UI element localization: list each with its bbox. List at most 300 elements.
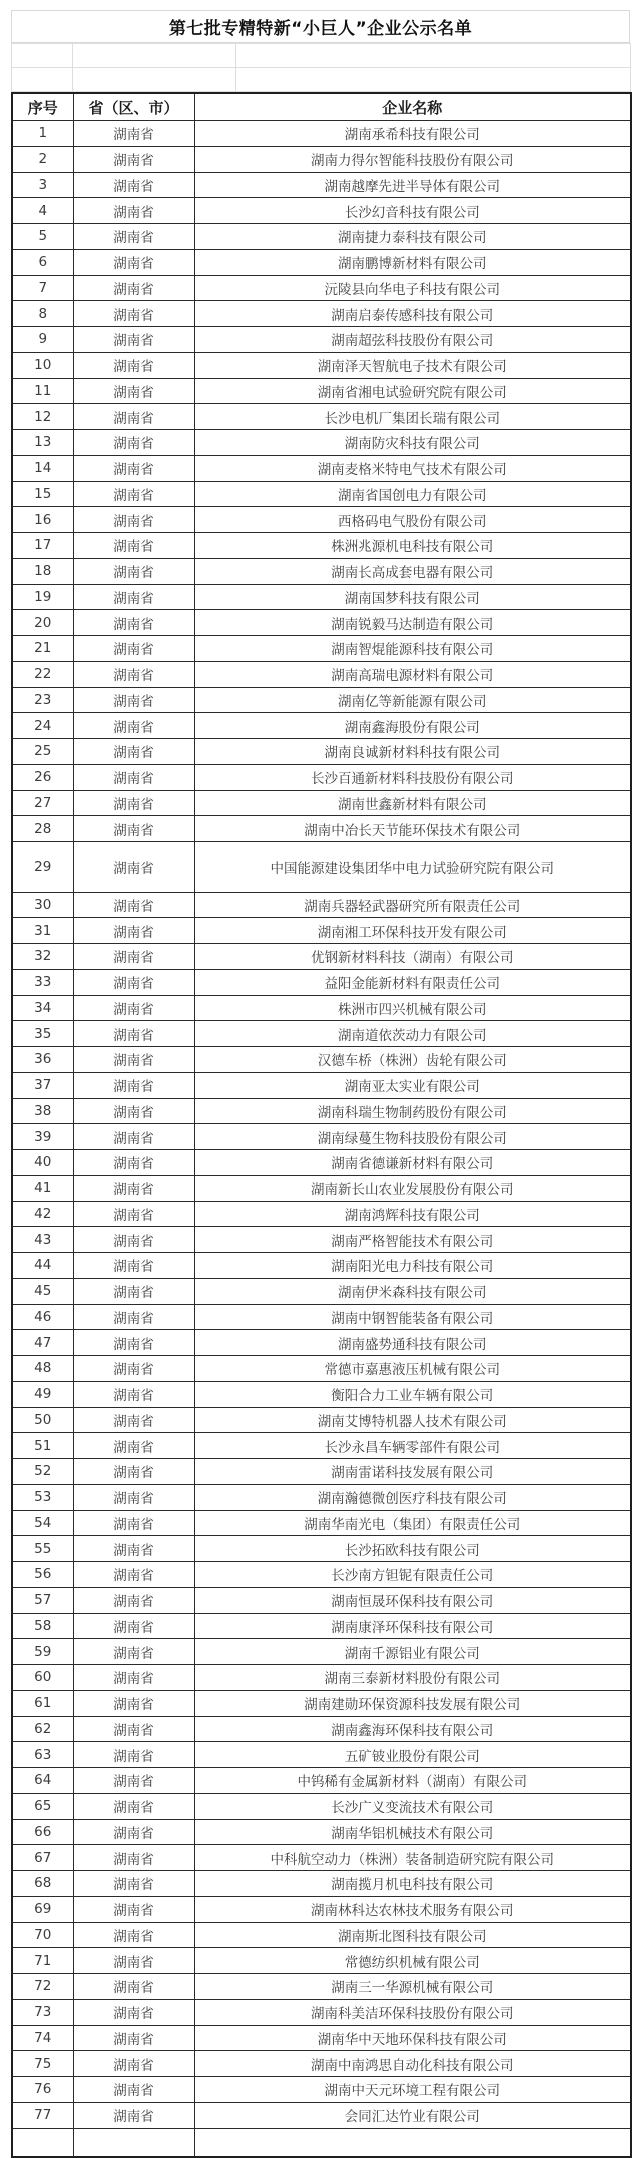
row-province-cell: 湖南省 [73, 1793, 194, 1819]
row-company-cell: 湖南鑫海环保科技有限公司 [194, 1716, 631, 1742]
row-province-cell: 湖南省 [73, 1304, 194, 1330]
table-row [12, 1896, 631, 1922]
table-row [12, 378, 631, 404]
row-company-cell: 湖南伊米森科技有限公司 [194, 1278, 631, 1304]
row-province-cell: 湖南省 [73, 1381, 194, 1407]
row-province-cell: 湖南省 [73, 1974, 194, 2000]
table-row [12, 610, 631, 636]
row-company-cell: 湖南三泰新材料股份有限公司 [194, 1665, 631, 1691]
row-province-cell: 湖南省 [73, 995, 194, 1021]
table-row [12, 1484, 631, 1510]
row-index-cell: 54 [12, 1510, 73, 1536]
row-company-cell: 湖南艾博特机器人技术有限公司 [194, 1407, 631, 1433]
row-province-cell: 湖南省 [73, 1433, 194, 1459]
row-index-cell: 37 [12, 1072, 73, 1098]
row-province-cell: 湖南省 [73, 224, 194, 250]
row-company-cell: 湖南鸿辉科技有限公司 [194, 1201, 631, 1227]
row-province-cell: 湖南省 [73, 610, 194, 636]
row-index-cell: 34 [12, 995, 73, 1021]
row-index-cell: 48 [12, 1356, 73, 1382]
row-company-cell: 湖南中南鸿思自动化科技有限公司 [194, 2051, 631, 2077]
row-company-cell: 湖南华南光电（集团）有限责任公司 [194, 1510, 631, 1536]
row-index-cell: 14 [12, 455, 73, 481]
empty-cell [236, 68, 631, 92]
row-province-cell: 湖南省 [73, 121, 194, 147]
table-row [12, 1922, 631, 1948]
table-row [12, 1690, 631, 1716]
row-province-cell: 湖南省 [73, 430, 194, 456]
row-province-cell: 湖南省 [73, 1690, 194, 1716]
row-province-cell: 湖南省 [73, 1819, 194, 1845]
table-row [12, 1768, 631, 1794]
row-index-cell: 17 [12, 533, 73, 559]
row-province-cell: 湖南省 [73, 378, 194, 404]
row-province-cell: 湖南省 [73, 1021, 194, 1047]
column-header-company: 企业名称 [194, 93, 631, 121]
row-company-cell: 常德市嘉惠液压机械有限公司 [194, 1356, 631, 1382]
table-row [12, 1716, 631, 1742]
row-province-cell: 湖南省 [73, 1716, 194, 1742]
row-index-cell: 52 [12, 1459, 73, 1485]
row-index-cell: 72 [12, 1974, 73, 2000]
row-company-cell: 株洲兆源机电科技有限公司 [194, 533, 631, 559]
row-province-cell: 湖南省 [73, 1150, 194, 1176]
row-company-cell: 湖南建勋环保资源科技发展有限公司 [194, 1690, 631, 1716]
row-company-cell: 湖南省国创电力有限公司 [194, 481, 631, 507]
table-row [12, 507, 631, 533]
row-company-cell: 五矿铍业股份有限公司 [194, 1742, 631, 1768]
row-company-cell: 长沙永昌车辆零部件有限公司 [194, 1433, 631, 1459]
table-row [12, 455, 631, 481]
table-row [12, 1381, 631, 1407]
row-index-cell: 59 [12, 1639, 73, 1665]
row-index-cell: 47 [12, 1330, 73, 1356]
table-row [12, 1098, 631, 1124]
row-province-cell: 湖南省 [73, 1124, 194, 1150]
row-company-cell: 长沙广义变流技术有限公司 [194, 1793, 631, 1819]
row-company-cell: 长沙南方钽铌有限责任公司 [194, 1562, 631, 1588]
row-company-cell: 湖南智焜能源科技有限公司 [194, 636, 631, 662]
row-province-cell: 湖南省 [73, 636, 194, 662]
column-header-province: 省（区、市） [73, 93, 194, 121]
table-row [12, 1845, 631, 1871]
row-province-cell: 湖南省 [73, 918, 194, 944]
row-province-cell: 湖南省 [73, 1536, 194, 1562]
company-table-body [12, 121, 631, 2129]
row-province-cell: 湖南省 [73, 533, 194, 559]
row-province-cell: 湖南省 [73, 352, 194, 378]
row-company-cell: 汉德车桥（株洲）齿轮有限公司 [194, 1047, 631, 1073]
row-company-cell: 湖南科瑞生物制药股份有限公司 [194, 1098, 631, 1124]
row-index-cell: 68 [12, 1871, 73, 1897]
row-index-cell: 41 [12, 1175, 73, 1201]
table-row [12, 172, 631, 198]
row-province-cell: 湖南省 [73, 301, 194, 327]
row-province-cell: 湖南省 [73, 1407, 194, 1433]
row-province-cell: 湖南省 [73, 661, 194, 687]
table-row [12, 1201, 631, 1227]
row-index-cell: 22 [12, 661, 73, 687]
table-row [12, 430, 631, 456]
row-province-cell: 湖南省 [73, 1510, 194, 1536]
row-index-cell: 77 [12, 2102, 73, 2128]
row-company-cell: 湖南超弦科技股份有限公司 [194, 327, 631, 353]
row-province-cell: 湖南省 [73, 249, 194, 275]
table-row [12, 1665, 631, 1691]
row-index-cell: 6 [12, 249, 73, 275]
row-index-cell: 58 [12, 1613, 73, 1639]
row-province-cell: 湖南省 [73, 1072, 194, 1098]
row-company-cell: 长沙拓欧科技有限公司 [194, 1536, 631, 1562]
table-row [12, 1356, 631, 1382]
row-province-cell: 湖南省 [73, 969, 194, 995]
row-index-cell: 8 [12, 301, 73, 327]
table-row [12, 944, 631, 970]
row-index-cell: 25 [12, 739, 73, 765]
row-index-cell: 2 [12, 146, 73, 172]
row-company-cell: 湖南揽月机电科技有限公司 [194, 1871, 631, 1897]
table-row [12, 1072, 631, 1098]
row-province-cell: 湖南省 [73, 146, 194, 172]
empty-cell [12, 68, 73, 92]
row-province-cell: 湖南省 [73, 1768, 194, 1794]
row-company-cell: 中钨稀有金属新材料（湖南）有限公司 [194, 1768, 631, 1794]
table-row [12, 404, 631, 430]
table-row [12, 1974, 631, 2000]
row-index-cell: 4 [12, 198, 73, 224]
row-company-cell: 湖南瀚德微创医疗科技有限公司 [194, 1484, 631, 1510]
empty-cell [73, 44, 236, 68]
row-province-cell: 湖南省 [73, 1613, 194, 1639]
row-index-cell: 36 [12, 1047, 73, 1073]
row-company-cell: 湖南康泽环保科技有限公司 [194, 1613, 631, 1639]
row-index-cell: 45 [12, 1278, 73, 1304]
row-index-cell: 23 [12, 687, 73, 713]
row-company-cell: 湖南林科达农林技术服务有限公司 [194, 1896, 631, 1922]
table-row [12, 816, 631, 842]
row-company-cell: 湖南绿蔓生物科技股份有限公司 [194, 1124, 631, 1150]
table-row [12, 1742, 631, 1768]
row-province-cell: 湖南省 [73, 1330, 194, 1356]
table-row [12, 636, 631, 662]
row-company-cell: 湖南兵器轻武器研究所有限责任公司 [194, 892, 631, 918]
row-province-cell: 湖南省 [73, 1175, 194, 1201]
row-index-cell: 35 [12, 1021, 73, 1047]
row-company-cell: 湖南阳光电力科技有限公司 [194, 1253, 631, 1279]
row-province-cell: 湖南省 [73, 944, 194, 970]
row-company-cell: 湖南良诚新材料科技有限公司 [194, 739, 631, 765]
row-company-cell: 湖南科美洁环保科技股份有限公司 [194, 1999, 631, 2025]
table-row [12, 1536, 631, 1562]
row-index-cell: 70 [12, 1922, 73, 1948]
title-table [11, 10, 630, 43]
company-table [11, 92, 632, 2158]
row-province-cell: 湖南省 [73, 687, 194, 713]
row-index-cell: 64 [12, 1768, 73, 1794]
table-row [12, 1175, 631, 1201]
empty-cell [194, 2128, 631, 2157]
row-company-cell: 湖南中天元环境工程有限公司 [194, 2077, 631, 2103]
page-title: 第七批专精特新“小巨人”企业公示名单 [12, 11, 630, 43]
row-province-cell: 湖南省 [73, 790, 194, 816]
row-company-cell: 湖南国梦科技有限公司 [194, 584, 631, 610]
row-index-cell: 12 [12, 404, 73, 430]
row-company-cell: 湖南华中天地环保科技有限公司 [194, 2025, 631, 2051]
table-row [12, 558, 631, 584]
table-row [12, 481, 631, 507]
row-company-cell: 湖南捷力泰科技有限公司 [194, 224, 631, 250]
table-row [12, 1150, 631, 1176]
row-province-cell: 湖南省 [73, 2102, 194, 2128]
table-row [12, 1948, 631, 1974]
table-row [12, 995, 631, 1021]
row-index-cell: 71 [12, 1948, 73, 1974]
row-index-cell: 51 [12, 1433, 73, 1459]
table-row [12, 1613, 631, 1639]
row-province-cell: 湖南省 [73, 1999, 194, 2025]
row-index-cell: 26 [12, 764, 73, 790]
row-index-cell: 1 [12, 121, 73, 147]
row-province-cell: 湖南省 [73, 1047, 194, 1073]
row-company-cell: 中科航空动力（株洲）装备制造研究院有限公司 [194, 1845, 631, 1871]
row-company-cell: 常德纺织机械有限公司 [194, 1948, 631, 1974]
row-company-cell: 株洲市四兴机械有限公司 [194, 995, 631, 1021]
row-province-cell: 湖南省 [73, 2025, 194, 2051]
row-company-cell: 湖南高瑞电源材料有限公司 [194, 661, 631, 687]
row-province-cell: 湖南省 [73, 327, 194, 353]
row-province-cell: 湖南省 [73, 198, 194, 224]
row-index-cell: 24 [12, 713, 73, 739]
empty-cell [236, 44, 631, 68]
table-row [12, 1330, 631, 1356]
row-company-cell: 长沙百通新材料科技股份有限公司 [194, 764, 631, 790]
row-company-cell: 西格码电气股份有限公司 [194, 507, 631, 533]
table-row [12, 842, 631, 893]
row-company-cell: 益阳金能新材料有限责任公司 [194, 969, 631, 995]
row-index-cell: 19 [12, 584, 73, 610]
row-province-cell: 湖南省 [73, 584, 194, 610]
row-index-cell: 42 [12, 1201, 73, 1227]
row-province-cell: 湖南省 [73, 404, 194, 430]
trailing-empty-row [12, 2128, 631, 2157]
row-index-cell: 10 [12, 352, 73, 378]
table-row [12, 1459, 631, 1485]
row-company-cell: 湖南三一华源机械有限公司 [194, 1974, 631, 2000]
row-index-cell: 39 [12, 1124, 73, 1150]
row-company-cell: 湖南道依茨动力有限公司 [194, 1021, 631, 1047]
row-province-cell: 湖南省 [73, 1484, 194, 1510]
row-index-cell: 76 [12, 2077, 73, 2103]
table-row [12, 969, 631, 995]
table-row [12, 1278, 631, 1304]
row-province-cell: 湖南省 [73, 275, 194, 301]
row-province-cell: 湖南省 [73, 1639, 194, 1665]
row-index-cell: 15 [12, 481, 73, 507]
row-province-cell: 湖南省 [73, 1871, 194, 1897]
row-index-cell: 5 [12, 224, 73, 250]
table-row [12, 2025, 631, 2051]
row-company-cell: 湖南锐毅马达制造有限公司 [194, 610, 631, 636]
row-province-cell: 湖南省 [73, 1098, 194, 1124]
table-row [12, 1510, 631, 1536]
table-row [12, 275, 631, 301]
table-row [12, 713, 631, 739]
row-index-cell: 73 [12, 1999, 73, 2025]
row-province-cell: 湖南省 [73, 1227, 194, 1253]
row-company-cell: 会同汇达竹业有限公司 [194, 2102, 631, 2128]
row-company-cell: 湖南亿等新能源有限公司 [194, 687, 631, 713]
table-row [12, 739, 631, 765]
table-row [12, 1124, 631, 1150]
row-index-cell: 33 [12, 969, 73, 995]
table-row [12, 198, 631, 224]
row-index-cell: 75 [12, 2051, 73, 2077]
row-company-cell: 湖南严格智能技术有限公司 [194, 1227, 631, 1253]
table-row [12, 2102, 631, 2128]
table-row [12, 224, 631, 250]
row-index-cell: 40 [12, 1150, 73, 1176]
row-company-cell: 湖南千源铝业有限公司 [194, 1639, 631, 1665]
row-company-cell: 湖南启泰传感科技有限公司 [194, 301, 631, 327]
row-company-cell: 长沙幻音科技有限公司 [194, 198, 631, 224]
row-company-cell: 湖南恒晟环保科技有限公司 [194, 1587, 631, 1613]
row-index-cell: 69 [12, 1896, 73, 1922]
table-row [12, 1999, 631, 2025]
row-index-cell: 49 [12, 1381, 73, 1407]
row-province-cell: 湖南省 [73, 739, 194, 765]
empty-cell [73, 2128, 194, 2157]
row-province-cell: 湖南省 [73, 764, 194, 790]
empty-cell [73, 68, 236, 92]
row-company-cell: 湖南鹏博新材料有限公司 [194, 249, 631, 275]
row-index-cell: 13 [12, 430, 73, 456]
column-header-index: 序号 [12, 93, 73, 121]
table-row [12, 918, 631, 944]
row-province-cell: 湖南省 [73, 1587, 194, 1613]
row-company-cell: 湖南亚太实业有限公司 [194, 1072, 631, 1098]
row-province-cell: 湖南省 [73, 172, 194, 198]
row-province-cell: 湖南省 [73, 2077, 194, 2103]
row-province-cell: 湖南省 [73, 2051, 194, 2077]
row-index-cell: 50 [12, 1407, 73, 1433]
row-company-cell: 湖南新长山农业发展股份有限公司 [194, 1175, 631, 1201]
row-company-cell: 湖南防灾科技有限公司 [194, 430, 631, 456]
row-index-cell: 55 [12, 1536, 73, 1562]
row-index-cell: 32 [12, 944, 73, 970]
row-index-cell: 63 [12, 1742, 73, 1768]
row-province-cell: 湖南省 [73, 1896, 194, 1922]
empty-row [12, 44, 631, 68]
row-company-cell: 湖南盛势通科技有限公司 [194, 1330, 631, 1356]
row-province-cell: 湖南省 [73, 1459, 194, 1485]
row-company-cell: 湖南雷诺科技发展有限公司 [194, 1459, 631, 1485]
row-province-cell: 湖南省 [73, 1253, 194, 1279]
row-province-cell: 湖南省 [73, 1948, 194, 1974]
row-index-cell: 28 [12, 816, 73, 842]
row-index-cell: 31 [12, 918, 73, 944]
row-index-cell: 62 [12, 1716, 73, 1742]
row-index-cell: 43 [12, 1227, 73, 1253]
empty-cell [12, 2128, 73, 2157]
row-index-cell: 67 [12, 1845, 73, 1871]
row-company-cell: 长沙电机厂集团长瑞有限公司 [194, 404, 631, 430]
row-index-cell: 74 [12, 2025, 73, 2051]
row-province-cell: 湖南省 [73, 1922, 194, 1948]
row-company-cell: 湖南省湘电试验研究院有限公司 [194, 378, 631, 404]
row-index-cell: 29 [12, 842, 73, 893]
table-row [12, 121, 631, 147]
company-table-trailing [12, 2128, 631, 2157]
row-company-cell: 湖南力得尔智能科技股份有限公司 [194, 146, 631, 172]
row-company-cell: 中国能源建设集团华中电力试验研究院有限公司 [194, 842, 631, 893]
row-index-cell: 20 [12, 610, 73, 636]
row-province-cell: 湖南省 [73, 713, 194, 739]
row-company-cell: 湖南鑫海股份有限公司 [194, 713, 631, 739]
row-index-cell: 44 [12, 1253, 73, 1279]
row-index-cell: 38 [12, 1098, 73, 1124]
row-company-cell: 沅陵县向华电子科技有限公司 [194, 275, 631, 301]
row-index-cell: 9 [12, 327, 73, 353]
table-row [12, 1793, 631, 1819]
table-row [12, 687, 631, 713]
company-table-header [12, 93, 631, 121]
row-company-cell: 湖南斯北图科技有限公司 [194, 1922, 631, 1948]
row-index-cell: 11 [12, 378, 73, 404]
table-row [12, 661, 631, 687]
empty-row [12, 68, 631, 92]
table-row [12, 2051, 631, 2077]
table-row [12, 1304, 631, 1330]
row-index-cell: 61 [12, 1690, 73, 1716]
row-index-cell: 16 [12, 507, 73, 533]
row-province-cell: 湖南省 [73, 455, 194, 481]
row-company-cell: 优钢新材料科技（湖南）有限公司 [194, 944, 631, 970]
table-row [12, 301, 631, 327]
row-province-cell: 湖南省 [73, 1356, 194, 1382]
table-row [12, 327, 631, 353]
empty-cell [12, 44, 73, 68]
header-row [12, 93, 631, 121]
table-row [12, 1587, 631, 1613]
row-company-cell: 湖南中冶长天节能环保技术有限公司 [194, 816, 631, 842]
row-company-cell: 湖南麦格米特电气技术有限公司 [194, 455, 631, 481]
row-company-cell: 湖南世鑫新材料有限公司 [194, 790, 631, 816]
table-row [12, 892, 631, 918]
row-index-cell: 30 [12, 892, 73, 918]
table-row [12, 584, 631, 610]
table-row [12, 1562, 631, 1588]
row-company-cell: 湖南华铝机械技术有限公司 [194, 1819, 631, 1845]
table-row [12, 352, 631, 378]
table-row [12, 764, 631, 790]
table-row [12, 146, 631, 172]
row-index-cell: 3 [12, 172, 73, 198]
row-index-cell: 60 [12, 1665, 73, 1691]
row-province-cell: 湖南省 [73, 816, 194, 842]
row-company-cell: 湖南长高成套电器有限公司 [194, 558, 631, 584]
table-row [12, 249, 631, 275]
table-row [12, 1021, 631, 1047]
table-row [12, 1407, 631, 1433]
row-province-cell: 湖南省 [73, 507, 194, 533]
row-index-cell: 46 [12, 1304, 73, 1330]
row-province-cell: 湖南省 [73, 1845, 194, 1871]
row-company-cell: 湖南省德谦新材料有限公司 [194, 1150, 631, 1176]
row-company-cell: 湖南泽天智航电子技术有限公司 [194, 352, 631, 378]
row-index-cell: 66 [12, 1819, 73, 1845]
row-index-cell: 56 [12, 1562, 73, 1588]
table-row [12, 1253, 631, 1279]
